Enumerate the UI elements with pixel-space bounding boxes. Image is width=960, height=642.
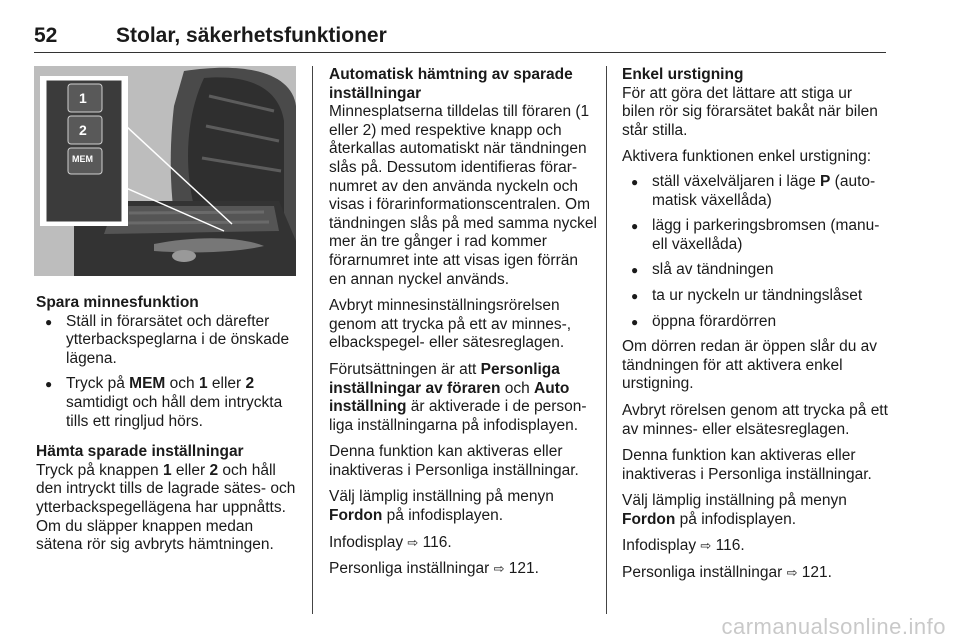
bullet-list [36, 313, 302, 432]
section-heading: Hämta sparade inställningar [36, 443, 244, 461]
list-item: ● Tryck på MEM och 1 eller 2 samtidigt och håll dem intryckta tills ett ringljud hörs. [36, 375, 302, 431]
section-heading: Enkel urstigning [622, 66, 744, 83]
page-reference-icon: ⇨ [407, 534, 419, 550]
cross-reference[interactable]: Personliga inställningar ⇨ 121. [622, 564, 832, 582]
column-2 [329, 66, 597, 587]
paragraph: För att göra det lättare att stiga ur bilen rör sig förarsätet bakåt när bilen står stilla. [622, 84, 878, 139]
paragraph: Minnesplatserna tilldelas till föraren (1 eller 2) med respektive knapp och återkallas automatiskt när tändningen slås på. Dessutom identifieras förar-numret av den använda nyckeln och visas i förarinformationscentralen. Om tändningen slås på med samma nyckel mer än tre gånger i rad kommer förarnumret inte att visas igen förrän en annan nyckel används. [329, 103, 597, 288]
cross-reference[interactable]: Infodisplay ⇨ 116. [622, 537, 745, 555]
header-rule [34, 52, 886, 53]
bullet-list [622, 173, 888, 331]
section-heading: Spara minnesfunktion [36, 294, 199, 311]
list-item: ● slå av tändningen [622, 261, 888, 280]
memory-button-2-label: 2 [79, 122, 87, 138]
page-reference-icon: ⇨ [493, 561, 505, 577]
column-divider-1 [312, 66, 313, 614]
column-divider-2 [606, 66, 607, 614]
page-reference-icon: ⇨ [786, 565, 798, 581]
paragraph: Tryck på knappen 1 eller 2 och håll den intryckt tills de lagrade sätes- och ytterbackspegellägena har uppnåtts. Om du släpper knappen medan sätena rör sig avbryts hämtningen. [36, 461, 296, 554]
list-item: ● öppna förardörren [622, 313, 888, 332]
watermark: carmanualsonline.info [721, 614, 946, 639]
paragraph: Förutsättningen är att Personliga inställningar av föraren och Auto inställning är aktiverade i de person-liga inställningarna på infodisplayen. [329, 360, 587, 434]
page-number: 52 [34, 24, 58, 47]
paragraph: Välj lämplig inställning på menyn Fordon på infodisplayen. [622, 492, 847, 528]
memory-button-1-label: 1 [79, 90, 87, 106]
list-item: ● Ställ in förarsätet och därefter ytterbackspeglarna i de önskade lägena. [36, 313, 302, 369]
list-item: ● ta ur nyckeln ur tändningslåset [622, 287, 888, 306]
section-heading: Automatisk hämtning av sparade inställningar [329, 66, 573, 102]
mem-button-label: MEM [72, 154, 93, 164]
column-1 [36, 294, 302, 563]
paragraph: Avbryt minnesinställningsrörelsen genom att trycka på ett av minnes-, elbackspegel- eller sätesreglagen. [329, 297, 572, 352]
paragraph: Denna funktion kan aktiveras eller inaktiveras i Personliga inställningar. [622, 447, 872, 483]
paragraph: Denna funktion kan aktiveras eller inaktiveras i Personliga inställningar. [329, 443, 579, 479]
cross-reference[interactable]: Personliga inställningar ⇨ 121. [329, 560, 539, 578]
page-title: Stolar, säkerhetsfunktioner [116, 24, 387, 47]
paragraph: Avbryt rörelsen genom att trycka på ett av minnes- eller elsätesreglagen. [622, 401, 888, 438]
paragraph: Aktivera funktionen enkel urstigning: [622, 148, 872, 166]
list-item: ● lägg i parkeringsbromsen (manu-ell växellåda) [622, 217, 888, 254]
memory-seat-figure [34, 66, 296, 276]
cross-reference[interactable]: Infodisplay ⇨ 116. [329, 533, 452, 551]
paragraph: Välj lämplig inställning på menyn Fordon på infodisplayen. [329, 488, 554, 525]
list-item: ● ställ växelväljaren i läge P (auto-matisk växellåda) [622, 173, 888, 210]
seat-illustration [34, 66, 296, 276]
paragraph: Om dörren redan är öppen slår du av tändningen för att aktivera enkel urstigning. [622, 338, 878, 393]
page-header [34, 24, 886, 52]
column-3 [622, 66, 888, 591]
page-reference-icon: ⇨ [700, 538, 712, 554]
